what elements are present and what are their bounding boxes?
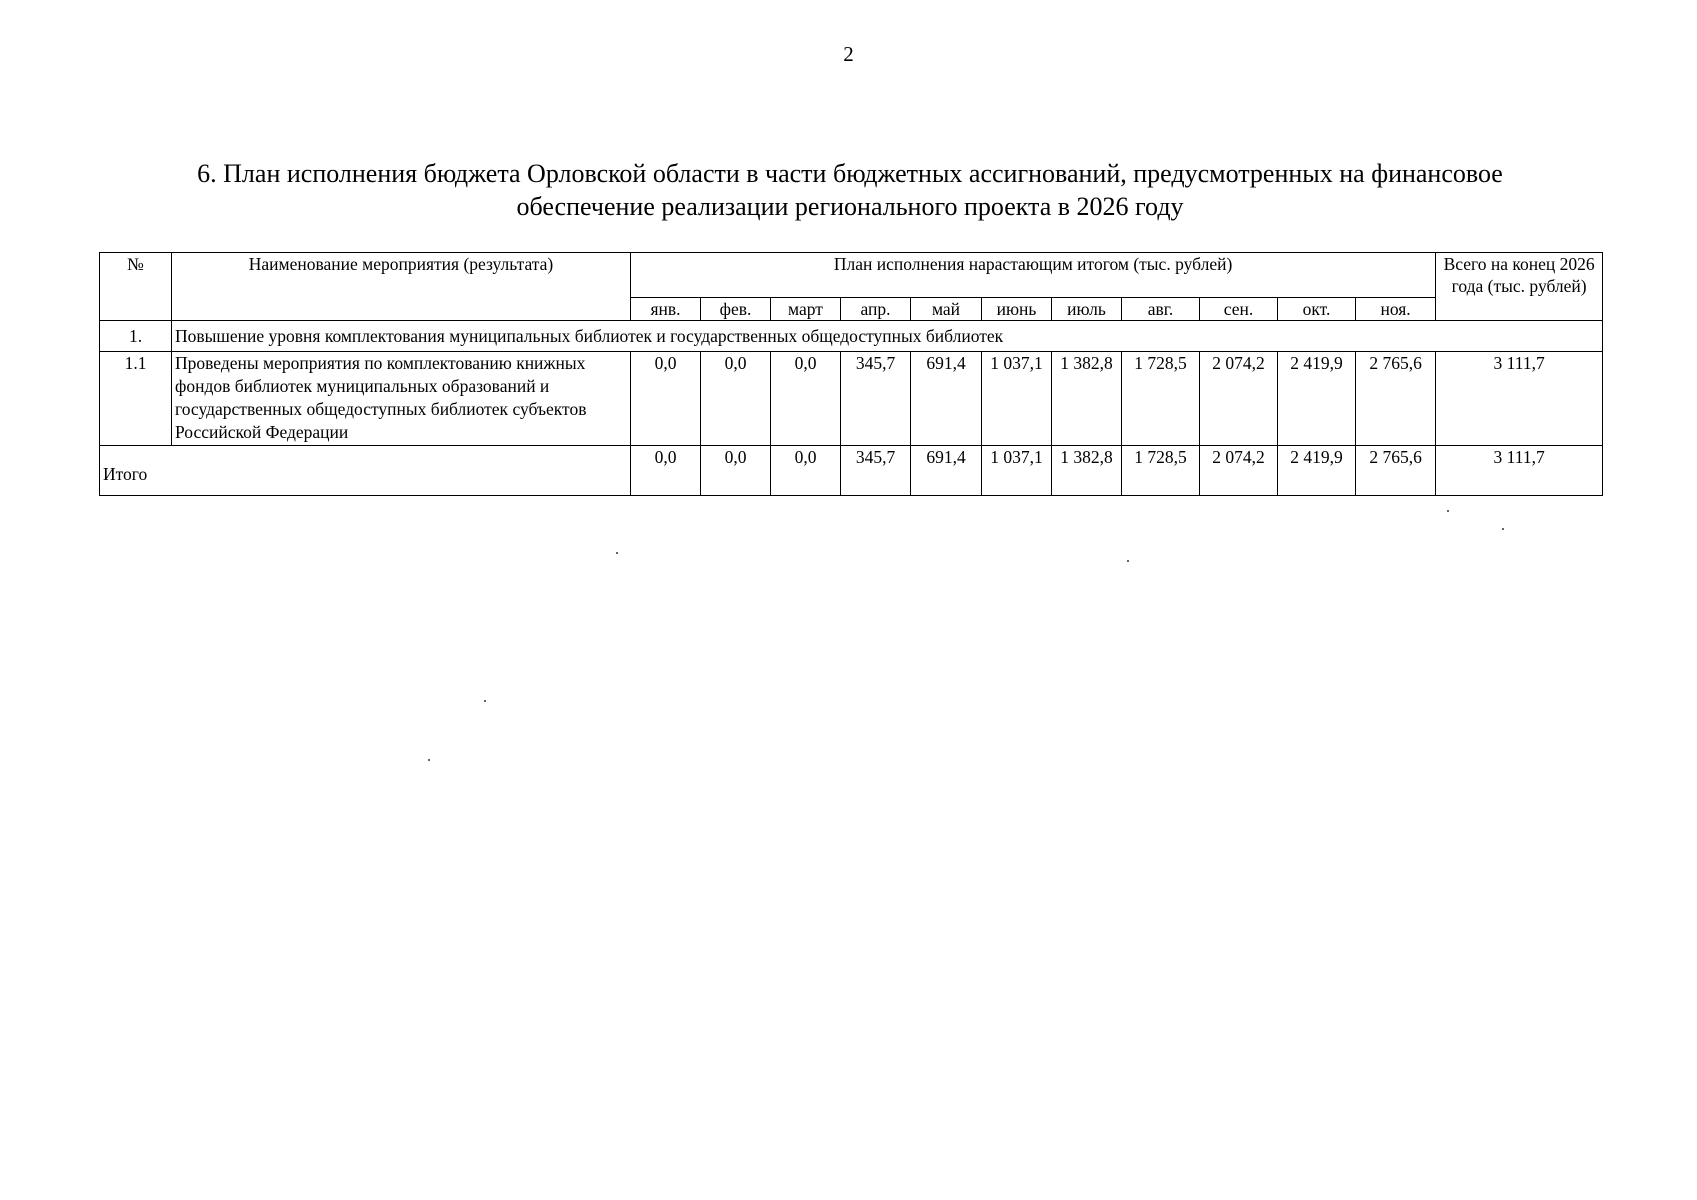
header-name: Наименование мероприятия (результата) — [172, 253, 631, 321]
row-value: 345,7 — [841, 352, 911, 446]
header-month: окт. — [1278, 298, 1356, 321]
itogo-value: 0,0 — [771, 446, 841, 496]
row-value: 1 037,1 — [982, 352, 1052, 446]
header-month: июнь — [982, 298, 1052, 321]
header-month: янв. — [631, 298, 701, 321]
itogo-value: 345,7 — [841, 446, 911, 496]
scan-speck — [616, 552, 618, 554]
header-month: фев. — [701, 298, 771, 321]
header-month: апр. — [841, 298, 911, 321]
title-line-1: 6. План исполнения бюджета Орловской области в части бюджетных ассигнований, предусмотренных на финансовое — [197, 159, 1503, 188]
itogo-row — [100, 446, 1603, 496]
row-name: Проведены мероприятия по комплектованию книжных фондов библиотек муниципальных образований и государственных общедоступных библиотек субъектов Российской Федерации — [172, 352, 631, 446]
section-title: Повышение уровня комплектования муниципальных библиотек и государственных общедоступных библиотек — [172, 321, 1603, 352]
row-value: 2 765,6 — [1356, 352, 1436, 446]
itogo-value: 1 382,8 — [1052, 446, 1122, 496]
section-number: 1. — [100, 321, 172, 352]
row-value: 2 419,9 — [1278, 352, 1356, 446]
header-plan: План исполнения нарастающим итогом (тыс. рублей) — [631, 253, 1436, 298]
table-row — [100, 352, 1603, 446]
scan-speck — [484, 700, 486, 702]
itogo-value: 0,0 — [631, 446, 701, 496]
scan-speck — [428, 759, 430, 761]
itogo-total: 3 111,7 — [1436, 446, 1603, 496]
itogo-value: 2 765,6 — [1356, 446, 1436, 496]
scan-speck — [1447, 510, 1449, 512]
itogo-value: 2 074,2 — [1200, 446, 1278, 496]
itogo-label: Итого — [100, 446, 631, 496]
budget-plan-table — [99, 252, 1603, 496]
scan-speck — [1502, 528, 1504, 530]
header-month: март — [771, 298, 841, 321]
row-value: 0,0 — [771, 352, 841, 446]
page-number: 2 — [843, 42, 854, 66]
page-title — [100, 157, 1600, 223]
row-value: 1 382,8 — [1052, 352, 1122, 446]
header-month: авг. — [1122, 298, 1200, 321]
header-month: ноя. — [1356, 298, 1436, 321]
header-month: июль — [1052, 298, 1122, 321]
header-month: май — [911, 298, 982, 321]
header-month: сен. — [1200, 298, 1278, 321]
scan-speck — [1127, 560, 1129, 562]
row-value: 2 074,2 — [1200, 352, 1278, 446]
itogo-value: 2 419,9 — [1278, 446, 1356, 496]
row-total: 3 111,7 — [1436, 352, 1603, 446]
itogo-value: 0,0 — [701, 446, 771, 496]
itogo-value: 1 728,5 — [1122, 446, 1200, 496]
header-num: № — [100, 253, 172, 321]
row-value: 691,4 — [911, 352, 982, 446]
itogo-value: 691,4 — [911, 446, 982, 496]
row-value: 1 728,5 — [1122, 352, 1200, 446]
row-number: 1.1 — [100, 352, 172, 446]
header-row — [100, 253, 1603, 298]
title-line-2: обеспечение реализации регионального проекта в 2026 году — [516, 192, 1184, 221]
section-row — [100, 321, 1603, 352]
row-value: 0,0 — [701, 352, 771, 446]
itogo-value: 1 037,1 — [982, 446, 1052, 496]
row-value: 0,0 — [631, 352, 701, 446]
header-total: Всего на конец 2026 года (тыс. рублей) — [1436, 253, 1603, 321]
